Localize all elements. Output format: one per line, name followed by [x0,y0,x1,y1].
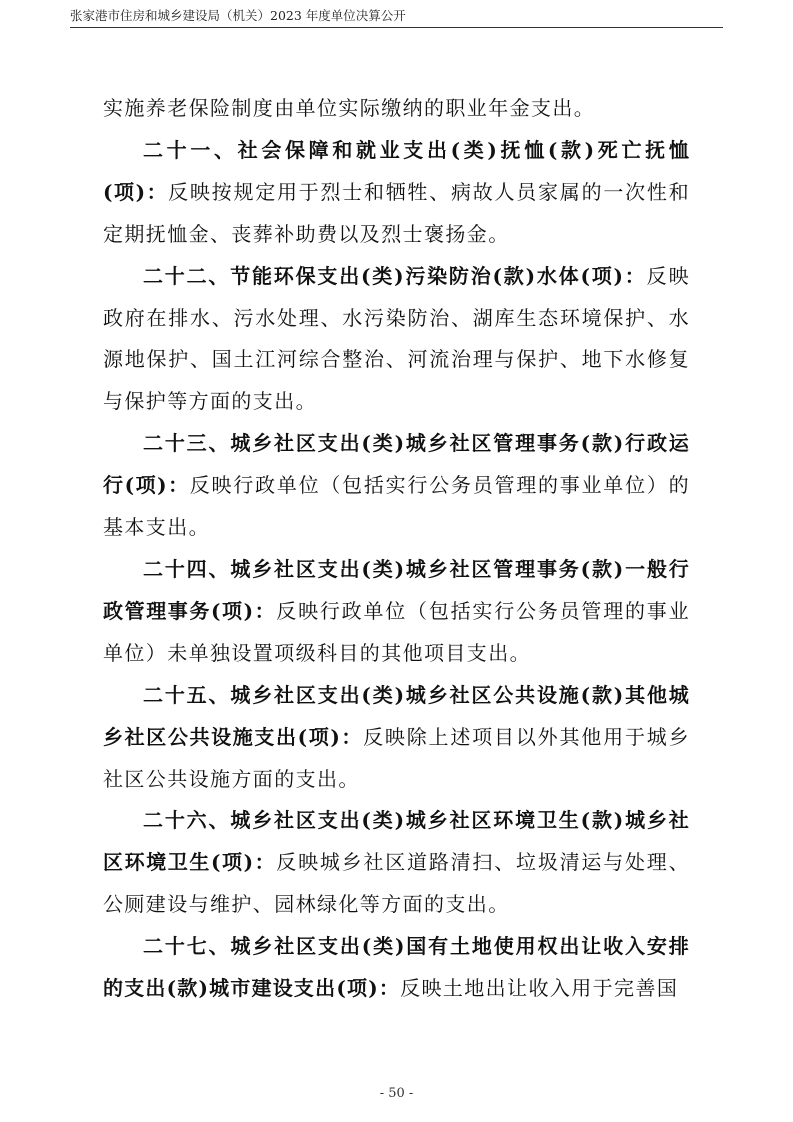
paragraph-24 [103,549,690,675]
page-number: - 50 - [379,1086,414,1101]
paragraph-22 [103,256,690,424]
paragraph-26 [103,800,690,926]
paragraph-heading: 二十五、城乡社区支出(类)城乡社区公共设施(款)其他城乡社区公共设施支出(项)： [103,682,690,749]
paragraph-27 [103,926,690,1010]
paragraph-text: 反映行政单位（包括实行公务员管理的事业单位）的基本支出。 [103,473,690,540]
paragraph-heading: 二十四、城乡社区支出(类)城乡社区管理事务(款)一般行政管理事务(项)： [103,556,690,623]
paragraph-text: 反映行政单位（包括实行公务员管理的事业单位）未单独设置项级科目的其他项目支出。 [103,598,690,665]
paragraph-text: 反映按规定用于烈士和牺牲、病故人员家属的一次性和定期抚恤金、丧葬补助费以及烈士褒扬金。 [103,179,690,246]
paragraph-text: 反映政府在排水、污水处理、水污染防治、湖库生态环境保护、水源地保护、国土江河综合整治、河流治理与保护、地下水修复与保护等方面的支出。 [103,263,690,414]
page-header: 张家港市住房和城乡建设局（机关）2023 年度单位决算公开 [70,8,406,23]
paragraph-23 [103,423,690,549]
paragraph-text: 反映城乡社区道路清扫、垃圾清运与处理、公厕建设与维护、园林绿化等方面的支出。 [103,850,690,917]
document-body [103,88,690,1010]
header-rule [70,27,723,28]
paragraph-heading: 二十七、城乡社区支出(类)国有土地使用权出让收入安排的支出(款)城市建设支出(项)： [103,934,690,1001]
paragraph-text: 实施养老保险制度由单位实际缴纳的职业年金支出。 [103,96,596,120]
paragraph-heading: 二十三、城乡社区支出(类)城乡社区管理事务(款)行政运行(项)： [103,431,690,498]
paragraph-heading: 二十二、节能环保支出(类)污染防治(款)水体(项)： [143,263,647,288]
paragraph-text: 反映除上述项目以外其他用于城乡社区公共设施方面的支出。 [103,724,691,791]
paragraph-heading: 二十一、社会保障和就业支出(类)抚恤(款)死亡抚恤(项)： [103,137,690,204]
paragraph-heading: 二十六、城乡社区支出(类)城乡社区环境卫生(款)城乡社区环境卫生(项)： [103,808,690,875]
paragraph-text: 反映土地出让收入用于完善国 [400,976,679,1001]
paragraph-25 [103,675,690,801]
paragraph-continuation [103,88,690,130]
paragraph-21 [103,130,690,256]
